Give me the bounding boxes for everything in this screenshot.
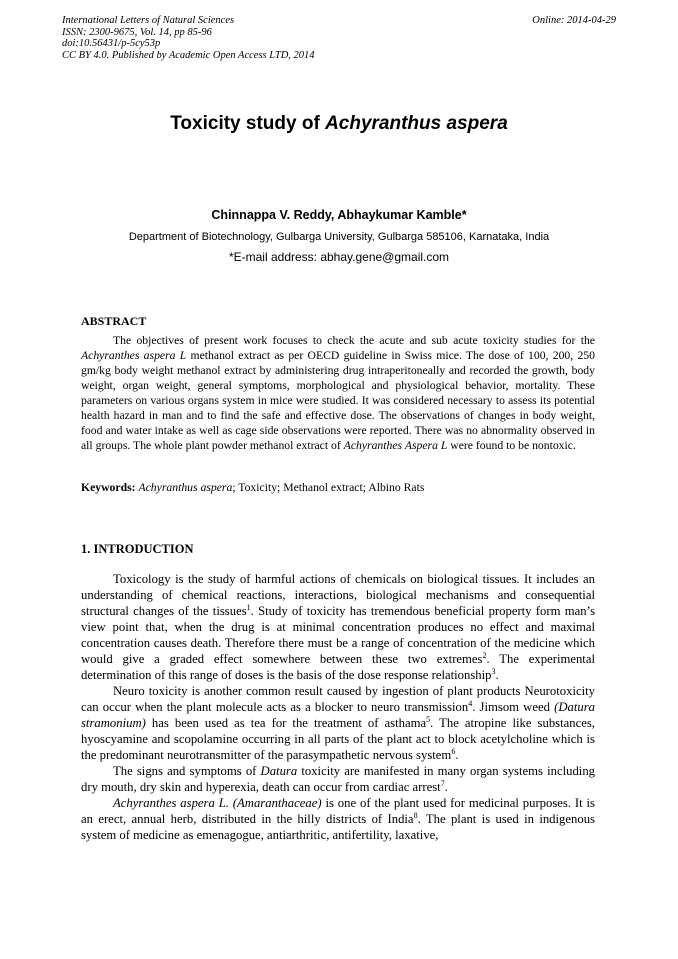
citation-ref[interactable]: 5 bbox=[426, 714, 431, 724]
keywords-label: Keywords bbox=[81, 481, 132, 494]
intro-p3-genus: Datura bbox=[260, 764, 298, 778]
intro-p4-species: Achyranthes aspera L. (Amaranthaceae) bbox=[113, 796, 322, 810]
introduction-heading: 1. INTRODUCTION bbox=[81, 542, 194, 556]
abstract-text-3: were found to be nontoxic. bbox=[447, 439, 576, 452]
intro-paragraph-4 bbox=[81, 795, 595, 843]
citation-ref[interactable]: 7 bbox=[440, 778, 445, 788]
keywords-line bbox=[81, 480, 595, 495]
intro-p1-text: . Study of toxicity has tremendous beneficial property form man’s view point that, when the drug is at minimal concentration produces no effect and maximal concentration causes death. Therefore there must be a range of concentration of the medicine which would give a graded effect somewhere between these two extremes bbox=[81, 604, 596, 666]
citation-ref[interactable]: 4 bbox=[468, 698, 473, 708]
intro-p2-text: . Jimsom weed bbox=[472, 700, 555, 714]
keywords-colon: : bbox=[131, 481, 139, 494]
keywords-species: Achyranthus aspera bbox=[138, 481, 233, 494]
keywords-rest: ; Toxicity; Methanol extract; Albino Rats bbox=[232, 481, 425, 494]
intro-p2-text: . The atropine like substances, hyoscyamine and scopolamine occurring in all parts of the plant act to block acetylcholine which is the predominant neurotransmitter of the parasympathetic nervous system bbox=[81, 716, 595, 762]
citation-ref[interactable]: 2 bbox=[482, 650, 487, 660]
intro-paragraph-1 bbox=[81, 571, 595, 683]
journal-header bbox=[62, 15, 315, 61]
journal-doi[interactable]: doi:10.56431/p-5cy53p bbox=[62, 38, 161, 49]
intro-p2-text: has been used as tea for the treatment of asthama bbox=[145, 716, 427, 730]
intro-paragraph-2 bbox=[81, 683, 595, 763]
introduction-body bbox=[81, 571, 595, 843]
author-affiliation: Department of Biotechnology, Gulbarga University, Gulbarga 585106, Karnataka, India bbox=[128, 231, 550, 243]
abstract-text-1: The objectives of present work focuses to check the acute and sub acute toxicity studies for the bbox=[113, 334, 595, 347]
intro-p4-text: . The plant is used in indigenous system of medicine as emenagogue, antiarthritic, antifertility, laxative, bbox=[81, 812, 595, 842]
intro-p2-species: (Datura stramonium) bbox=[81, 700, 595, 730]
citation-ref[interactable]: 3 bbox=[491, 666, 496, 676]
abstract-heading: ABSTRACT bbox=[81, 314, 147, 328]
intro-p1-text: . The experimental determination of this range of doses is the basis of the dose response relationship bbox=[81, 652, 595, 682]
intro-p1-text: . bbox=[495, 668, 499, 682]
citation-ref[interactable]: 8 bbox=[413, 810, 418, 820]
intro-p3-text: . bbox=[444, 780, 448, 794]
online-date: Online: 2014-04-29 bbox=[532, 15, 616, 26]
journal-license: CC BY 4.0. Published by Academic Open Access LTD, 2014 bbox=[62, 49, 315, 61]
intro-p2-text: . bbox=[455, 748, 459, 762]
paper-authors: Chinnappa V. Reddy, Abhaykumar Kamble* bbox=[211, 208, 467, 222]
intro-p2-text: Neuro toxicity is another common result caused by ingestion of plant products Neurotoxicity can occur when the plant molecule acts as a blocker to neuro transmission bbox=[81, 684, 595, 714]
title-species: Achyranthus aspera bbox=[325, 113, 508, 134]
citation-ref[interactable]: 6 bbox=[451, 746, 456, 756]
journal-name: International Letters of Natural Sciences bbox=[62, 15, 235, 26]
abstract-text-2: methanol extract as per OECD guideline in Swiss mice. The dose of 100, 200, 250 gm/kg body weight methanol extract by administering drug intraperitoneally and recorded the growth, body weight, organ weight, general symptoms, morphological and physiological behavior, mortality. These parameters on various organs system in mice were studied. It was considered necessary to assess its potential health hazard in man and to find the safe and effective dose. The observations of changes in body weight, food and water intake as well as cage side observations were reported. There was no abnormality observed in all groups. The whole plant powder methanol extract of bbox=[81, 349, 595, 452]
journal-issn: ISSN: 2300-9675, Vol. 14, pp 85-96 bbox=[62, 26, 212, 38]
paper-title bbox=[0, 112, 678, 136]
citation-ref[interactable]: 1 bbox=[246, 602, 251, 612]
intro-p1-text: Toxicology is the study of harmful actions of chemicals on biological tissues. It includes an understanding of chemical reactions, interactions, biological mechanisms and consequential structural changes of the tissues bbox=[81, 572, 595, 618]
intro-p3-text: toxicity are manifested in many organ systems including dry mouth, dry skin and hyperexia, death can occur from cardiac arrest bbox=[81, 764, 596, 794]
abstract-species-2: Achyranthes Aspera L bbox=[343, 439, 448, 452]
title-prefix: Toxicity study of bbox=[170, 113, 326, 134]
intro-p4-text: is one of the plant used for medicinal purposes. It is an erect, annual herb, distributed in the hilly districts of India bbox=[81, 796, 595, 826]
author-email[interactable]: *E-mail address: abhay.gene@gmail.com bbox=[228, 250, 450, 264]
abstract-text bbox=[81, 333, 595, 453]
intro-paragraph-3 bbox=[81, 763, 595, 795]
intro-p3-text: The signs and symptoms of bbox=[113, 764, 261, 778]
abstract-species-1: Achyranthes aspera L bbox=[81, 349, 187, 362]
